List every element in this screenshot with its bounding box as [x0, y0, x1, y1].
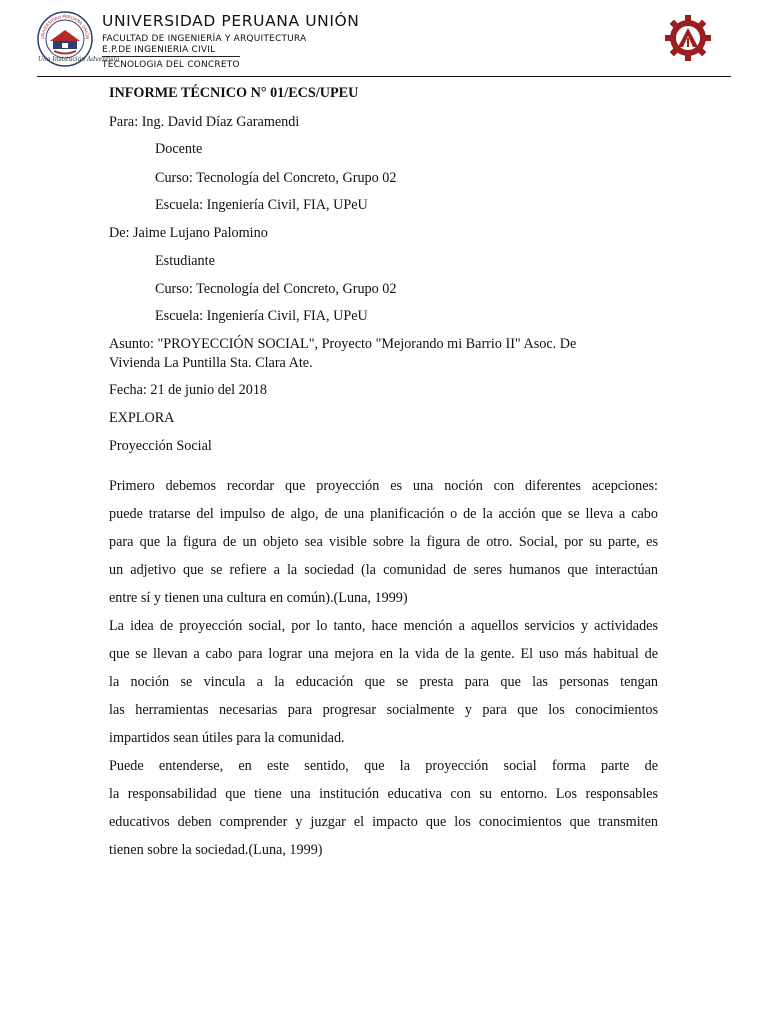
course-name: TECNOLOGIA DEL CONCRETO: [102, 60, 240, 70]
paragraph-line: Puede entenderse, en este sentido, que la proyección social forma parte de: [109, 758, 658, 774]
paragraph-line: la noción se vincula a la educación que se presta para que las personas tengan: [109, 674, 658, 690]
paragraph-line: para que la figura de un objeto sea visible sobre la figura de otro. Social, por su parte, es: [109, 534, 658, 550]
memo-to-school: Escuela: Ingeniería Civil, FIA, UPeU: [155, 197, 368, 213]
memo-subject-line1: Asunto: "PROYECCIÓN SOCIAL", Proyecto "Mejorando mi Barrio II" Asoc. De: [109, 336, 577, 352]
paragraph-line: las herramientas necesarias para progresar socialmente y para que los conocimientos: [109, 702, 658, 718]
paragraph-line: que se llevan a cabo para lograr una mejora en la vida de la gente. El uso más habitual de: [109, 646, 658, 662]
section-heading: EXPLORA: [109, 410, 175, 426]
school-name: E.P.DE INGENIERIA CIVIL: [102, 45, 216, 55]
paragraph-1: [109, 472, 658, 612]
seal-ring-text: UNIVERSIDAD PERUANA UNIÓN: [39, 13, 91, 40]
civil-engineering-gear-icon: [664, 14, 712, 62]
memo-to-course: Curso: Tecnología del Concreto, Grupo 02: [155, 170, 397, 186]
memo-date: Fecha: 21 de junio del 2018: [109, 382, 268, 398]
memo-subject-line2: Vivienda La Puntilla Sta. Clara Ate.: [109, 355, 313, 371]
paragraph-line: La idea de proyección social, por lo tanto, hace mención a aquellos servicios y actividades: [109, 618, 658, 634]
document-header: [0, 0, 768, 82]
paragraph-line: un adjetivo que se refiere a la sociedad (la comunidad de seres humanos que interactúan: [109, 562, 658, 578]
memo-from-school: Escuela: Ingeniería Civil, FIA, UPeU: [155, 308, 368, 324]
paragraph-line: la responsabilidad que tiene una institución educativa con su entorno. Los responsables: [109, 786, 658, 802]
memo-from-role: Estudiante: [155, 253, 215, 269]
memo-to-role: Docente: [155, 141, 203, 157]
memo-title: INFORME TÉCNICO N° 01/ECS/UPEU: [109, 85, 359, 101]
paragraph-line: Primero debemos recordar que proyección es una noción con diferentes acepciones:: [109, 478, 658, 494]
memo-from: De: Jaime Lujano Palomino: [109, 225, 268, 241]
subsection-heading: Proyección Social: [109, 438, 212, 454]
university-name: UNIVERSIDAD PERUANA UNIÓN: [102, 12, 360, 30]
faculty-name: FACULTAD DE INGENIERÍA Y ARQUITECTURA: [102, 34, 307, 44]
paragraph-line: entre sí y tienen una cultura en común).(Luna, 1999): [109, 590, 408, 606]
paragraph-line: tienen sobre la sociedad.(Luna, 1999): [109, 842, 323, 858]
paragraph-line: educativos deben comprender y juzgar el impacto que los conocimientos que transmiten: [109, 814, 658, 830]
header-short-rule: [102, 56, 240, 57]
paragraph-line: puede tratarse del impulso de algo, de una planificación o de la acción que se lleva a cabo: [109, 506, 658, 522]
logo-motto: Una Institución Adventista: [38, 56, 120, 63]
paragraph-line: impartidos sean útiles para la comunidad.: [109, 730, 345, 746]
paragraph-2: [109, 612, 658, 752]
memo-to: Para: Ing. David Díaz Garamendi: [109, 114, 300, 130]
memo-from-course: Curso: Tecnología del Concreto, Grupo 02: [155, 281, 397, 297]
paragraph-3: [109, 752, 658, 864]
header-rule: [37, 76, 731, 77]
